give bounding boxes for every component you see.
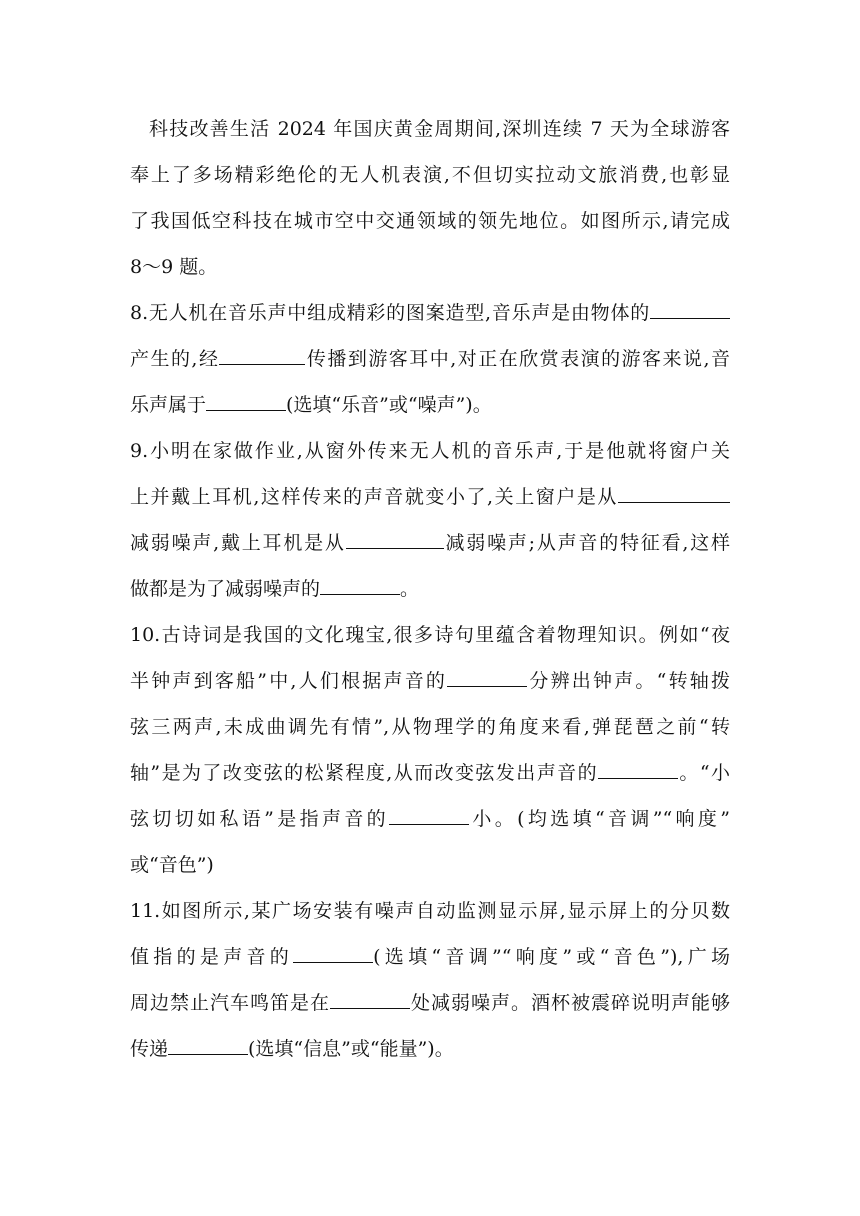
q11-line-4	[130, 1026, 730, 1072]
intro-line-1	[130, 106, 730, 152]
q10-text: 分辨出钟声。“转轴拨	[527, 670, 730, 692]
q10-blank-3[interactable]	[389, 806, 469, 825]
q10-text: 。“小	[678, 762, 730, 784]
q10-text: 小。(均选填“音调”“响度”	[469, 808, 730, 830]
q11-blank-1[interactable]	[293, 944, 373, 963]
q10-line-1	[130, 612, 730, 658]
q11-text: 周边禁止汽车鸣笛是在	[130, 992, 330, 1014]
q11-text: 处减弱噪声。酒杯被震碎说明声能够	[410, 992, 730, 1014]
q10-blank-1[interactable]	[447, 668, 527, 687]
q9-blank-2[interactable]	[346, 530, 444, 549]
q10-line-4	[130, 750, 730, 796]
intro-text: 8～9 题。	[130, 256, 218, 278]
q8-line-2	[130, 336, 730, 382]
q11-line-2	[130, 934, 730, 980]
q10-text: 或“音色”)	[130, 854, 214, 876]
q9-line-1	[130, 428, 730, 474]
q10-text: 轴”是为了改变弦的松紧程度,从而改变弦发出声音的	[130, 762, 598, 784]
q9-text: 做都是为了减弱噪声的	[130, 578, 321, 600]
q8-text: 乐声属于	[130, 394, 207, 416]
q11-text: 传递	[130, 1038, 169, 1060]
q9-blank-1[interactable]	[618, 484, 730, 503]
intro-text: 了我国低空科技在城市空中交通领域的领先地位。如图所示,请完成	[130, 210, 730, 232]
q11-text: 值指的是声音的	[130, 946, 294, 968]
q9-line-3	[130, 520, 730, 566]
q11-text: 11.如图所示,某广场安装有噪声自动监测显示屏,显示屏上的分贝数	[130, 900, 730, 922]
q8-line-3	[130, 382, 730, 428]
intro-text: 奉上了多场精彩绝伦的无人机表演,不但切实拉动文旅消费,也彰显	[130, 164, 730, 186]
q9-text: 上并戴上耳机,这样传来的声音就变小了,关上窗户是从	[130, 486, 618, 508]
q11-text: (选填“音调”“响度”或“音色”),广场	[373, 946, 730, 968]
q9-text: 减弱噪声,戴上耳机是从	[130, 532, 346, 554]
q8-text: 8.无人机在音乐声中组成精彩的图案造型,音乐声是由物体的	[130, 302, 650, 324]
document-page	[130, 106, 730, 1072]
q11-text: (选填“信息”或“能量”)。	[248, 1038, 454, 1060]
q8-blank-2[interactable]	[219, 346, 305, 365]
intro-line-4	[130, 244, 730, 290]
intro-line-3	[130, 198, 730, 244]
q10-line-2	[130, 658, 730, 704]
intro-text: 科技改善生活 2024 年国庆黄金周期间,深圳连续 7 天为全球游客	[149, 118, 730, 140]
q11-blank-2[interactable]	[330, 990, 410, 1009]
q8-blank-1[interactable]	[650, 300, 730, 319]
q10-text: 弦三两声,未成曲调先有情”,从物理学的角度来看,弹琵琶之前“转	[130, 716, 730, 738]
q10-text: 半钟声到客船”中,人们根据声音的	[130, 670, 448, 692]
q10-line-6	[130, 842, 730, 888]
q8-line-1	[130, 290, 730, 336]
q9-blank-3[interactable]	[320, 576, 400, 595]
q8-text: 传播到游客耳中,对正在欣赏表演的游客来说,音	[305, 348, 730, 370]
q8-text: 产生的,经	[130, 348, 220, 370]
q10-blank-2[interactable]	[598, 760, 678, 779]
q9-line-4	[130, 566, 730, 612]
q11-line-3	[130, 980, 730, 1026]
intro-line-2	[130, 152, 730, 198]
q11-blank-3[interactable]	[168, 1036, 248, 1055]
q9-line-2	[130, 474, 730, 520]
q8-text: (选填“乐音”或“噪声”)。	[286, 394, 492, 416]
q10-line-5	[130, 796, 730, 842]
q9-text: 。	[400, 578, 420, 600]
q9-text: 减弱噪声;从声音的特征看,这样	[443, 532, 730, 554]
q10-text: 弦切切如私语”是指声音的	[130, 808, 390, 830]
q9-text: 9.小明在家做作业,从窗外传来无人机的音乐声,于是他就将窗户关	[130, 440, 730, 462]
q8-blank-3[interactable]	[206, 392, 286, 411]
q10-line-3	[130, 704, 730, 750]
q11-line-1	[130, 888, 730, 934]
q10-text: 10.古诗词是我国的文化瑰宝,很多诗句里蕴含着物理知识。例如“夜	[130, 624, 730, 646]
